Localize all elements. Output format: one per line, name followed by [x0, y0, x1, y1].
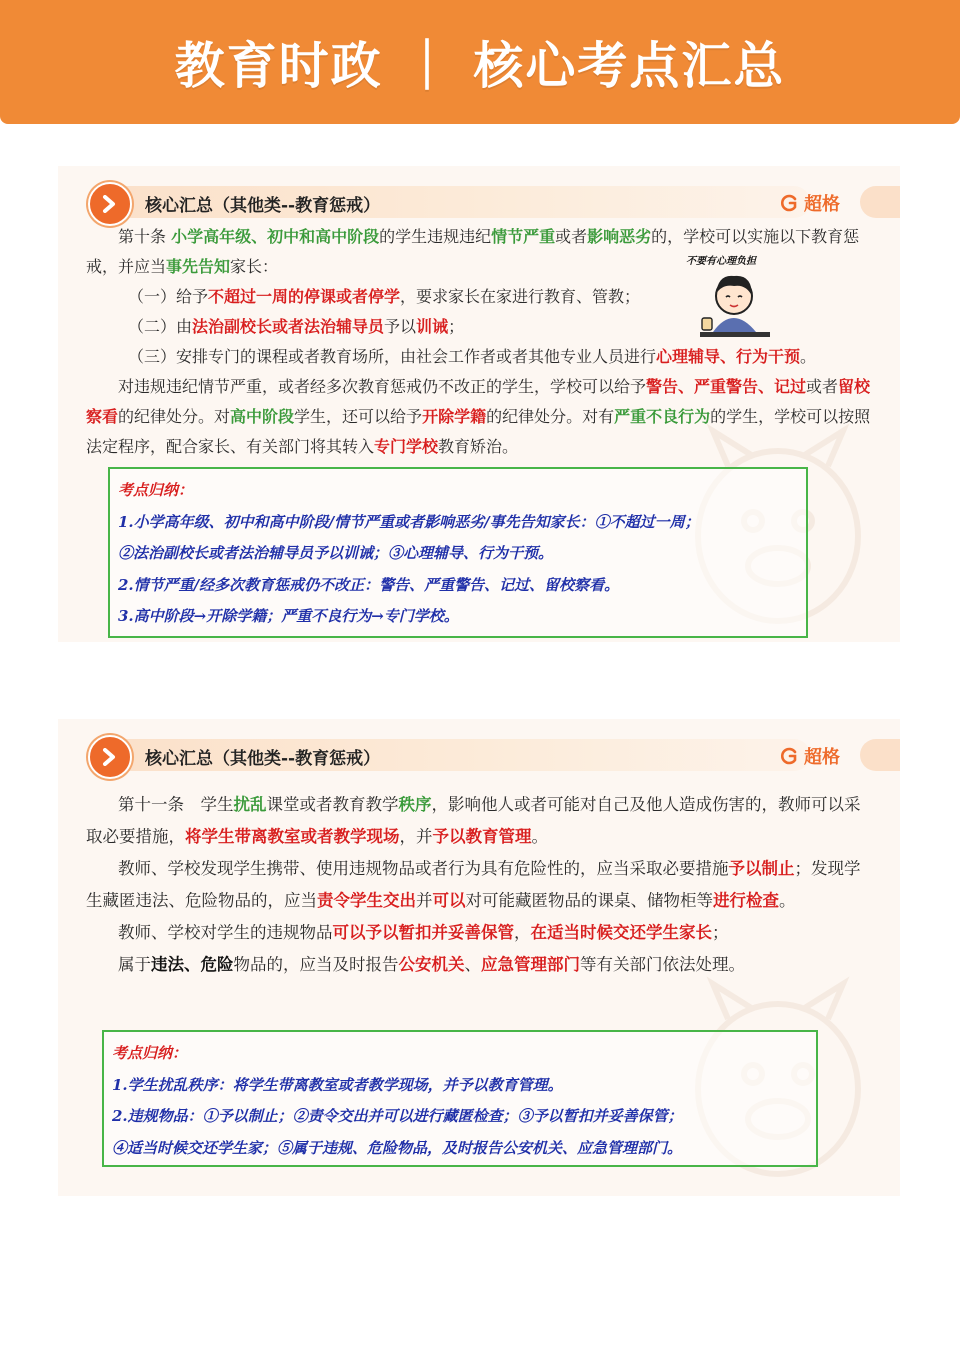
- text-run: ，要求家长在家进行教育、管教；: [400, 287, 641, 306]
- highlight-red: 训诫: [416, 317, 449, 336]
- brand-g-icon: [780, 747, 798, 765]
- text-run: 予以: [384, 317, 417, 336]
- prohibited-items-paragraph: [86, 853, 876, 917]
- text-run: 的学生，学校可以按照法定程序，配合家长、有关部门将其转入: [86, 407, 871, 456]
- text-run: 等有关部门依法处理。: [580, 955, 745, 974]
- key-point-line: 1.学生扰乱秩序：将学生带离教室或者教学现场，并予以教育管理。: [112, 1075, 563, 1094]
- card1-body: [86, 222, 876, 462]
- key-point-line: 1.小学高年级、初中和高中阶段/情节严重或者影响恶劣/事先告知家长：①不超过一周；: [118, 512, 700, 531]
- illustration-caption: 不要有心理负担: [686, 256, 756, 267]
- text-run: （二）由: [128, 317, 193, 336]
- list-item-1: [86, 282, 876, 312]
- brand-g-icon: [780, 194, 798, 212]
- text-run: 。: [779, 891, 796, 910]
- list-item-2: [86, 312, 876, 342]
- brand-name: 超格: [804, 194, 840, 215]
- highlight-green: 扰乱: [233, 795, 267, 814]
- key-point-line: 2.违规物品：①予以制止；②责令交出并可以进行藏匿检查；③予以暂扣并妥善保管；: [112, 1107, 683, 1125]
- highlight-red: 予以教育管理: [432, 827, 532, 846]
- text-run: 的纪律处分。对有: [486, 407, 615, 426]
- card-header: [58, 186, 900, 218]
- text-run: 的学生违规违纪: [379, 227, 492, 246]
- header-cap: [860, 739, 900, 771]
- article-11-paragraph: [86, 789, 876, 853]
- highlight-red: 应急管理部门: [481, 955, 580, 974]
- text-run: ；: [448, 317, 465, 336]
- key-point-line: ④适当时候交还学生家；⑤属于违规、危险物品，及时报告公安机关、应急管理部门。: [112, 1138, 683, 1157]
- text-run: 物品的，应当及时报告: [233, 955, 399, 974]
- text-run: 。: [531, 827, 548, 846]
- highlight-red: 将学生带离教室或者教学现场: [185, 827, 400, 846]
- card-header: [58, 739, 900, 771]
- text-run: 教师、学校发现学生携带、使用违规物品或者行为具有危险性的，应当采取必要措施: [118, 859, 729, 878]
- text-run: 或者: [806, 377, 839, 396]
- highlight-green: 事先告知: [166, 257, 231, 276]
- text-run: 学生，还可以给予: [294, 407, 423, 426]
- card-title: 核心汇总（其他类--教育惩戒）: [145, 196, 381, 216]
- text-run: 、: [464, 955, 481, 974]
- text-run: 并: [416, 891, 433, 910]
- chevron-right-icon: [88, 182, 132, 226]
- highlight-green: 小学高年级、初中和高中阶段: [171, 227, 380, 246]
- header-cap: [860, 186, 900, 218]
- key-points-title: 考点归纳：: [118, 481, 194, 499]
- highlight-red: 在适当时候交还学生家长: [530, 923, 712, 942]
- brand-name: 超格: [804, 747, 840, 768]
- highlight-red: 予以制止: [728, 859, 795, 878]
- text-run: 第十一条 学生: [118, 795, 234, 814]
- highlight-green: 严重不良行为: [614, 407, 711, 426]
- highlight-red: 不超过一周的停课或者停学: [208, 287, 401, 306]
- highlight-red: 进行检查: [713, 891, 779, 910]
- article-10-intro: [86, 222, 876, 282]
- text-run: ；: [712, 923, 729, 942]
- highlight-red: 可以予以暂扣并妥善保管: [332, 923, 514, 942]
- brand-logo: [780, 190, 840, 216]
- card-title: 核心汇总（其他类--教育惩戒）: [145, 749, 381, 769]
- custody-paragraph: [86, 917, 876, 949]
- text-run: 教师、学校对学生的违规物品: [118, 923, 333, 942]
- text-run: ，并: [399, 827, 433, 846]
- card2-body: [86, 789, 876, 981]
- banner-title: 教育时政 ｜ 核心考点汇总: [174, 37, 786, 95]
- discipline-paragraph: [86, 372, 876, 462]
- text-run: ，: [514, 923, 531, 942]
- text-run: 对违规违纪情节严重，或者经多次教育惩戒仍不改正的学生，学校可以给予: [118, 377, 647, 396]
- summary-card-1: [58, 166, 900, 642]
- key-point-line: 2.情节严重/经多次教育惩戒仍不改正：警告、严重警告、记过、留校察看。: [118, 575, 620, 594]
- key-points-box: [102, 1030, 818, 1167]
- text-run: 第十条: [118, 227, 172, 246]
- page-banner: [0, 0, 960, 124]
- highlight-bold: 违法、危险: [151, 955, 234, 974]
- text-run: 。: [800, 347, 817, 366]
- text-run: 课堂或者教育教学: [266, 795, 399, 814]
- key-point-line: 3.高中阶段→开除学籍；严重不良行为→专门学校。: [118, 607, 459, 625]
- highlight-red: 警告、严重警告、记过: [646, 377, 807, 396]
- text-run: 教育矫治。: [438, 437, 519, 456]
- list-item-3: [86, 342, 876, 372]
- text-run: 的，学校可以实施以下教育惩戒，并应当: [86, 227, 860, 276]
- text-run: 对可能藏匿物品的课桌、储物柜等: [465, 891, 713, 910]
- chevron-right-icon: [88, 735, 132, 779]
- text-run: （三）安排专门的课程或者教育场所，由社会工作者或者其他专业人员进行: [128, 347, 657, 366]
- highlight-red: 公安机关: [398, 955, 465, 974]
- summary-card-2: [58, 719, 900, 1196]
- highlight-red: 开除学籍: [422, 407, 487, 426]
- text-run: 的纪律处分。对: [118, 407, 231, 426]
- highlight-red: 专门学校: [374, 437, 439, 456]
- text-run: ，影响他人或者可能对自己及他人造成伤害的，教师可以采取必要措施，: [86, 795, 861, 846]
- text-run: 家长：: [230, 257, 279, 276]
- key-point-line: ②法治副校长或者法治辅导员予以训诫；③心理辅导、行为干预。: [118, 544, 554, 562]
- key-points-box: [108, 467, 808, 638]
- text-run: （一）给予: [128, 287, 209, 306]
- highlight-red: 可以: [432, 891, 466, 910]
- highlight-green: 情节严重: [491, 227, 556, 246]
- text-run: 属于: [118, 955, 151, 974]
- highlight-green: 高中阶段: [230, 407, 295, 426]
- brand-logo: [780, 743, 840, 769]
- text-run: ；发现学生藏匿违法、危险物品的，应当: [86, 859, 861, 910]
- key-points-title: 考点归纳：: [112, 1044, 188, 1062]
- highlight-green: 影响恶劣: [587, 227, 652, 246]
- highlight-green: 秩序: [398, 795, 432, 814]
- highlight-red: 心理辅导、行为干预: [656, 347, 801, 366]
- highlight-red: 留校察看: [86, 377, 871, 426]
- text-run: 或者: [555, 227, 588, 246]
- highlight-red: 法治副校长或者法治辅导员: [192, 317, 385, 336]
- highlight-red: 责令学生交出: [317, 891, 416, 910]
- report-paragraph: [86, 949, 876, 981]
